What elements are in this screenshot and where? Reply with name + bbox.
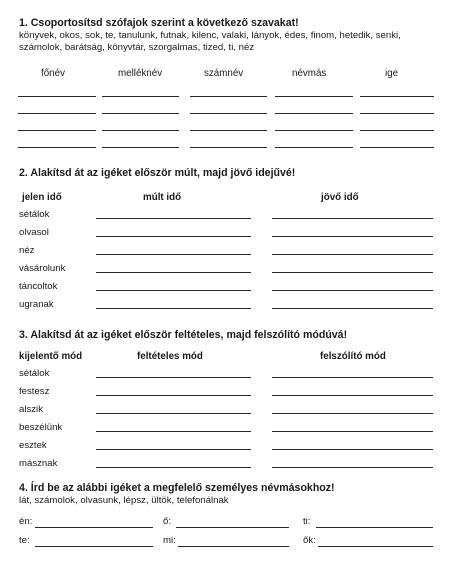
- exercise-1-title: 1. Csoportosítsd szófajok szerint a következő szavakat!: [19, 17, 299, 29]
- answer-line[interactable]: [190, 96, 267, 97]
- ex2-verb-label: táncoltok: [19, 281, 58, 292]
- ex2-verb-label: néz: [19, 245, 35, 256]
- ex3-verb-label: festesz: [19, 386, 50, 397]
- ex3-verb-label: másznak: [19, 458, 58, 469]
- pronoun-label-en: én:: [19, 516, 33, 527]
- pronoun-label-mi: mi:: [163, 535, 176, 546]
- ex2-verb-label: olvasol: [19, 227, 49, 238]
- answer-line-jovo-ido[interactable]: [272, 272, 433, 273]
- header-jelen-ido: jelen idő: [22, 192, 62, 203]
- answer-line-jovo-ido[interactable]: [272, 308, 433, 309]
- answer-line-felteteles-mod[interactable]: [96, 377, 251, 378]
- ex2-verb-label: vásárolunk: [19, 263, 66, 274]
- exercise-1-words-line-2: számolok, barátság, könyvtár, szorgalmas, tized, ti, néz: [19, 42, 255, 53]
- answer-line-te[interactable]: [35, 546, 153, 547]
- answer-line[interactable]: [102, 113, 179, 114]
- answer-line-jovo-ido[interactable]: [272, 290, 433, 291]
- header-jovo-ido: jövő idő: [321, 192, 359, 203]
- exercise-2-title: 2. Alakítsd át az igéket először múlt, majd jövő idejűvé!: [19, 167, 296, 179]
- header-kijelento-mod: kijelentő mód: [19, 351, 83, 362]
- answer-line-felszolito-mod[interactable]: [272, 413, 433, 414]
- answer-line[interactable]: [360, 147, 434, 148]
- answer-line-ok[interactable]: [318, 546, 433, 547]
- column-header-nevmas: névmás: [292, 68, 327, 79]
- answer-line-mult-ido[interactable]: [96, 254, 251, 255]
- ex3-verb-label: sétálok: [19, 368, 50, 379]
- answer-line-felteteles-mod[interactable]: [96, 431, 251, 432]
- answer-line-felteteles-mod[interactable]: [96, 467, 251, 468]
- answer-line-mult-ido[interactable]: [96, 272, 251, 273]
- answer-line[interactable]: [102, 96, 179, 97]
- answer-line-en[interactable]: [35, 527, 153, 528]
- pronoun-label-o: ő:: [163, 516, 172, 527]
- answer-line[interactable]: [275, 113, 353, 114]
- answer-line-mi[interactable]: [178, 546, 289, 547]
- ex3-verb-label: esztek: [19, 440, 47, 451]
- answer-line-felszolito-mod[interactable]: [272, 377, 433, 378]
- column-header-ige: ige: [385, 68, 399, 79]
- answer-line[interactable]: [360, 113, 434, 114]
- ex3-verb-label: beszélünk: [19, 422, 63, 433]
- answer-line-mult-ido[interactable]: [96, 218, 251, 219]
- exercise-1-words-line-1: könyvek, okos, sok, te, tanulunk, futnak, kilenc, valaki, lányok, édes, finom, hetedik, senki,: [19, 30, 401, 41]
- ex3-verb-label: alszik: [19, 404, 43, 415]
- answer-line-mult-ido[interactable]: [96, 308, 251, 309]
- answer-line-felteteles-mod[interactable]: [96, 395, 251, 396]
- answer-line[interactable]: [190, 130, 267, 131]
- column-header-fonev: főnév: [41, 68, 65, 79]
- answer-line-felszolito-mod[interactable]: [272, 467, 433, 468]
- exercise-3-heading: [19, 329, 437, 342]
- answer-line-jovo-ido[interactable]: [272, 236, 433, 237]
- answer-line[interactable]: [18, 96, 96, 97]
- ex2-verb-label: sétálok: [19, 209, 50, 220]
- exercise-2-heading: [19, 167, 437, 180]
- header-felteteles-mod: feltételes mód: [137, 351, 203, 362]
- answer-line[interactable]: [18, 113, 96, 114]
- column-header-szamnev: számnév: [204, 68, 244, 79]
- answer-line[interactable]: [102, 147, 179, 148]
- answer-line[interactable]: [18, 130, 96, 131]
- answer-line[interactable]: [18, 147, 96, 148]
- answer-line-mult-ido[interactable]: [96, 290, 251, 291]
- answer-line-felszolito-mod[interactable]: [272, 395, 433, 396]
- header-felszolito-mod: felszólító mód: [320, 351, 386, 362]
- answer-line-o[interactable]: [176, 527, 289, 528]
- exercise-4-heading: [19, 482, 437, 507]
- answer-line-felteteles-mod[interactable]: [96, 449, 251, 450]
- answer-line-felszolito-mod[interactable]: [272, 431, 433, 432]
- answer-line[interactable]: [275, 147, 353, 148]
- pronoun-label-ti: ti:: [303, 516, 311, 527]
- exercise-4-title: 4. Írd be az alábbi igéket a megfelelő személyes névmásokhoz!: [19, 482, 335, 494]
- exercise-3-title: 3. Alakítsd át az igéket először feltételes, majd felszólító módúvá!: [19, 329, 348, 341]
- header-mult-ido: múlt idő: [143, 192, 182, 203]
- answer-line[interactable]: [275, 96, 353, 97]
- answer-line[interactable]: [102, 130, 179, 131]
- answer-line-jovo-ido[interactable]: [272, 254, 433, 255]
- answer-line[interactable]: [275, 130, 353, 131]
- ex2-verb-label: ugranak: [19, 299, 54, 310]
- exercise-1-heading: [19, 17, 437, 54]
- answer-line-mult-ido[interactable]: [96, 236, 251, 237]
- answer-line-felszolito-mod[interactable]: [272, 449, 433, 450]
- answer-line-jovo-ido[interactable]: [272, 218, 433, 219]
- answer-line[interactable]: [360, 130, 434, 131]
- answer-line-felteteles-mod[interactable]: [96, 413, 251, 414]
- pronoun-label-te: te:: [19, 535, 30, 546]
- answer-line-ti[interactable]: [316, 527, 433, 528]
- answer-line[interactable]: [190, 147, 267, 148]
- answer-line[interactable]: [360, 96, 434, 97]
- column-header-melleknev: melléknév: [118, 68, 163, 79]
- pronoun-label-ok: ők:: [303, 535, 316, 546]
- exercise-4-words: lát, számolok, olvasunk, lépsz, ültök, telefonálnak: [19, 495, 229, 506]
- answer-line[interactable]: [190, 113, 267, 114]
